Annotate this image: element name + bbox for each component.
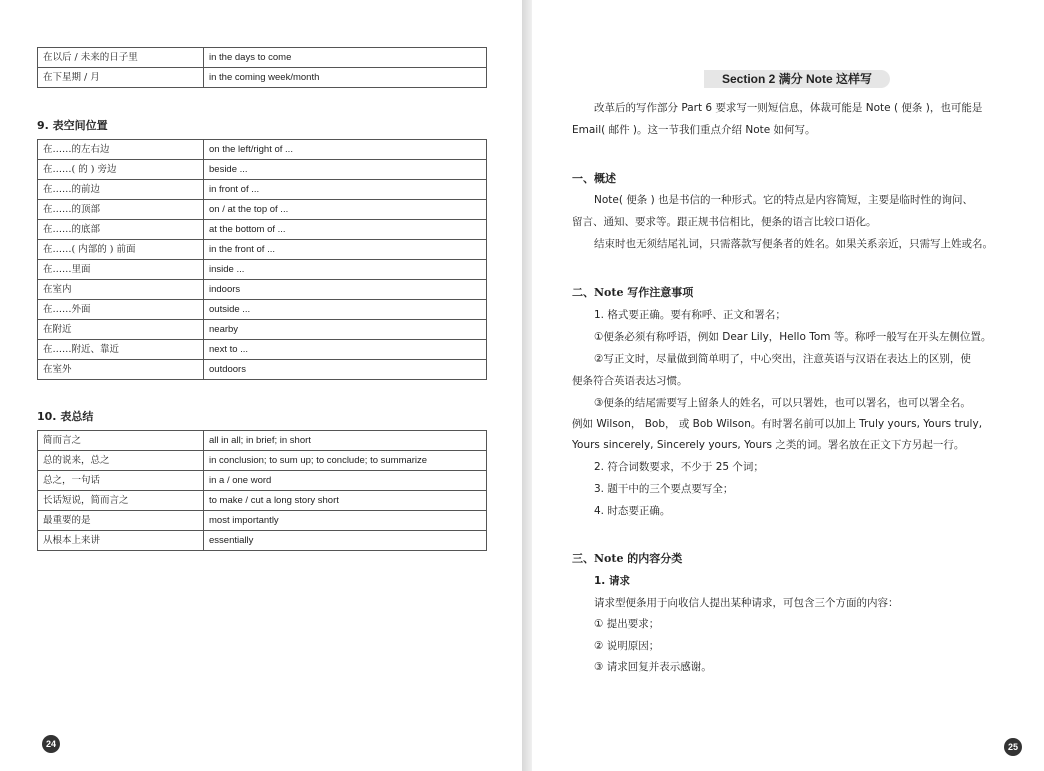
table-row <box>38 511 487 531</box>
heading-categories: 三、Note 的内容分类 <box>572 552 683 565</box>
table-row <box>38 220 487 240</box>
note-item-1a: ①便条必须有称呼语，例如 Dear Lily，Hello Tom 等。称呼一般写在开头左侧位置。 <box>594 331 992 343</box>
table-row <box>38 531 487 551</box>
english-phrase: on the left/right of ... <box>204 140 487 160</box>
chinese-phrase: 长话短说，简而言之 <box>38 491 204 511</box>
page-number-left: 24 <box>42 735 60 753</box>
book-gutter <box>522 0 532 771</box>
heading-overview: 一、概述 <box>572 172 616 185</box>
english-phrase: all in all; in brief; in short <box>204 431 487 451</box>
table-row <box>38 260 487 280</box>
english-phrase: to make / cut a long story short <box>204 491 487 511</box>
chinese-phrase: 在室内 <box>38 280 204 300</box>
table-row <box>38 140 487 160</box>
request-description: 请求型便条用于向收信人提出某种请求，可包含三个方面的内容： <box>594 597 899 609</box>
chinese-phrase: 总的说来，总之 <box>38 451 204 471</box>
table-row <box>38 360 487 380</box>
note-item-1b-line-2: 便条符合英语表达习惯。 <box>572 375 688 387</box>
chinese-phrase: 在……的底部 <box>38 220 204 240</box>
chinese-phrase: 在……里面 <box>38 260 204 280</box>
english-phrase: outside ... <box>204 300 487 320</box>
english-phrase: beside ... <box>204 160 487 180</box>
section-9-heading: 9. 表空间位置 <box>37 119 108 132</box>
english-phrase: in the coming week/month <box>204 68 487 88</box>
english-phrase: next to ... <box>204 340 487 360</box>
english-phrase: most importantly <box>204 511 487 531</box>
table-row <box>38 280 487 300</box>
overview-line-1: Note( 便条 ) 也是书信的一种形式。它的特点是内容简短，主要是临时性的询问、 <box>594 194 974 206</box>
table-row <box>38 300 487 320</box>
table-row <box>38 471 487 491</box>
chinese-phrase: 在……外面 <box>38 300 204 320</box>
overview-line-3: 结束时也无须结尾礼词，只需落款写便条者的姓名。如果关系亲近，只需写上姓或名。 <box>594 238 993 250</box>
note-item-1b-line-1: ②写正文时，尽量做到简单明了，中心突出，注意英语与汉语在表达上的区别，使 <box>594 353 971 365</box>
note-item-4: 4. 时态要正确。 <box>594 505 671 517</box>
table-row <box>38 180 487 200</box>
intro-line-2: Email( 邮件 )。这一节我们重点介绍 Note 如何写。 <box>572 124 816 136</box>
english-phrase: outdoors <box>204 360 487 380</box>
request-point-3: ③ 请求回复并表示感谢。 <box>594 661 712 673</box>
category-request-heading: 1. 请求 <box>594 575 630 587</box>
english-phrase: in conclusion; to sum up; to conclude; to summarize <box>204 451 487 471</box>
chinese-phrase: 总之，一句话 <box>38 471 204 491</box>
note-item-1c-line-3: Yours sincerely, Sincerely yours, Yours 之类的词。署名放在正文下方另起一行。 <box>572 439 965 451</box>
table-row <box>38 491 487 511</box>
table-row <box>38 340 487 360</box>
chinese-phrase: 在以后 / 未来的日子里 <box>38 48 204 68</box>
english-phrase: in a / one word <box>204 471 487 491</box>
chinese-phrase: 在……的顶部 <box>38 200 204 220</box>
note-item-3: 3. 题干中的三个要点要写全； <box>594 483 734 495</box>
chinese-phrase: 简而言之 <box>38 431 204 451</box>
section-title: Section 2 满分 Note 这样写 <box>704 70 890 88</box>
heading-notes: 二、Note 写作注意事项 <box>572 286 694 299</box>
table-row <box>38 160 487 180</box>
english-phrase: indoors <box>204 280 487 300</box>
english-phrase: nearby <box>204 320 487 340</box>
intro-line-1: 改革后的写作部分 Part 6 要求写一则短信息，体裁可能是 Note ( 便条 )，也可能是 <box>594 102 983 114</box>
english-phrase: inside ... <box>204 260 487 280</box>
chinese-phrase: 在附近 <box>38 320 204 340</box>
overview-line-2: 留言、通知、要求等。跟正规书信相比，便条的语言比较口语化。 <box>572 216 877 228</box>
table-row <box>38 240 487 260</box>
table-row <box>38 451 487 471</box>
note-item-1c-line-2: 例如 Wilson， Bob， 或 Bob Wilson。有时署名前可以加上 Truly yours, Yours truly, <box>572 418 983 430</box>
chinese-phrase: 最重要的是 <box>38 511 204 531</box>
table-row <box>38 48 487 68</box>
chinese-phrase: 在下星期 / 月 <box>38 68 204 88</box>
table-row <box>38 320 487 340</box>
table-row <box>38 431 487 451</box>
chinese-phrase: 在……的前边 <box>38 180 204 200</box>
chinese-phrase: 在……附近、靠近 <box>38 340 204 360</box>
english-phrase: in the days to come <box>204 48 487 68</box>
english-phrase: on / at the top of ... <box>204 200 487 220</box>
english-phrase: in the front of ... <box>204 240 487 260</box>
note-item-1: 1. 格式要正确。要有称呼、正文和署名； <box>594 309 786 321</box>
chinese-phrase: 在……( 的 ) 旁边 <box>38 160 204 180</box>
chinese-phrase: 从根本上来讲 <box>38 531 204 551</box>
english-phrase: in front of ... <box>204 180 487 200</box>
section-10-heading: 10. 表总结 <box>37 410 94 423</box>
phrase-table-time <box>37 47 487 88</box>
table-row <box>38 68 487 88</box>
phrase-table-summary <box>37 430 487 551</box>
english-phrase: essentially <box>204 531 487 551</box>
chinese-phrase: 在室外 <box>38 360 204 380</box>
phrase-table-space <box>37 139 487 380</box>
note-item-1c-line-1: ③便条的结尾需要写上留条人的姓名，可以只署姓，也可以署名，也可以署全名。 <box>594 397 971 409</box>
chinese-phrase: 在……( 内部的 ) 前面 <box>38 240 204 260</box>
english-phrase: at the bottom of ... <box>204 220 487 240</box>
table-row <box>38 200 487 220</box>
note-item-2: 2. 符合词数要求，不少于 25 个词； <box>594 461 764 473</box>
request-point-2: ② 说明原因； <box>594 640 660 652</box>
request-point-1: ① 提出要求； <box>594 618 660 630</box>
page-number-right: 25 <box>1004 738 1022 756</box>
chinese-phrase: 在……的左右边 <box>38 140 204 160</box>
